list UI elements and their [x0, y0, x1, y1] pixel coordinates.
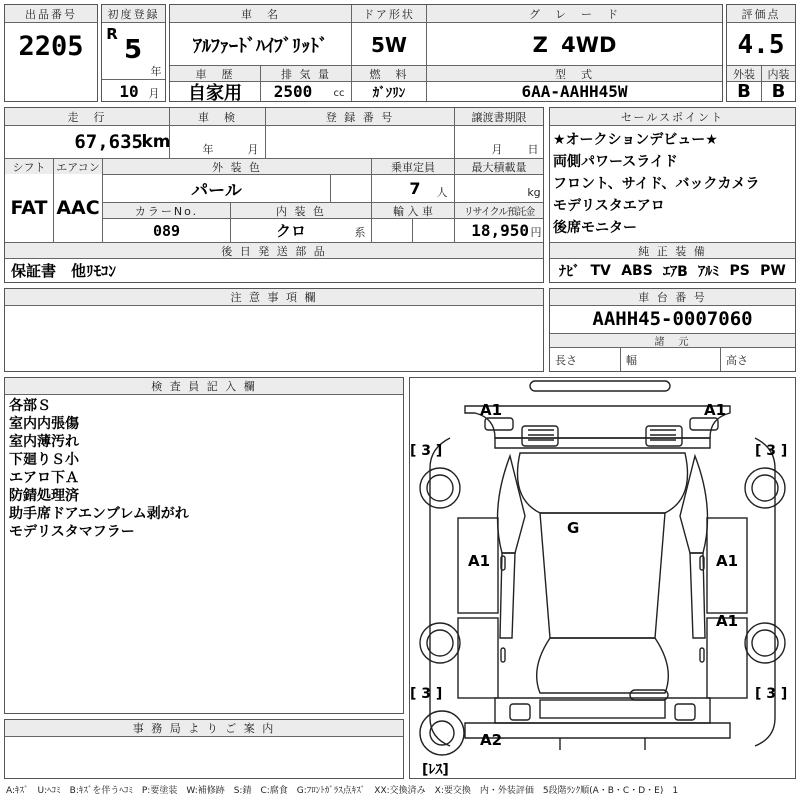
- color-label: 外 装 色: [103, 159, 371, 174]
- interior-grade-label: 内装: [762, 66, 795, 81]
- lot-box: [4, 4, 98, 102]
- equipment-item: ABS: [621, 263, 653, 279]
- inspector-line: 助手席ドアエンブレム剥がれ: [9, 506, 189, 522]
- chassis-label: 車 台 番 号: [550, 289, 795, 305]
- interior-color-value: クロ: [275, 222, 306, 240]
- equipment-item: PS: [729, 263, 750, 279]
- interior-grade: B: [771, 81, 786, 102]
- damage-mark-right-front-door: A1: [716, 552, 739, 570]
- recycle-unit: 円: [530, 226, 542, 239]
- damage-mark-front-right: A1: [704, 401, 727, 419]
- equipment-item: ﾅﾋﾞ: [559, 264, 581, 280]
- inspector-line: 防錆処理済: [9, 488, 79, 504]
- reg-era: R: [106, 25, 118, 43]
- history-label: 車 歴: [170, 66, 260, 81]
- score-value: 4.5: [737, 30, 785, 60]
- later-items-label: 後 日 発 送 部 品: [5, 243, 543, 258]
- transfer-label: 譲渡書期限: [455, 108, 543, 125]
- recycle-value: 18,950: [471, 221, 529, 240]
- car-diagram: [410, 378, 795, 778]
- selling-point: 両側パワースライド: [553, 154, 678, 170]
- transfer-day-unit: 日: [527, 142, 539, 156]
- year-unit: 年: [150, 65, 162, 78]
- shift-label: シフト: [5, 159, 53, 174]
- damage-mark-rear: A2: [480, 731, 503, 749]
- first-reg-label: 初度登録: [102, 5, 165, 22]
- reg-year: 5: [123, 35, 143, 65]
- mileage-value: 67,635: [74, 131, 143, 153]
- notes-label: 注 意 事 項 欄: [5, 289, 543, 305]
- fuel-value: ｶﾞｿﾘﾝ: [372, 86, 406, 101]
- model-label: 車 名: [170, 5, 351, 22]
- inspector-line: 各部Ｓ: [9, 398, 51, 414]
- damage-mark-roof: G: [567, 519, 580, 537]
- type-code: 6AA-AAHH45W: [521, 82, 628, 101]
- inspector-line: 室内内張傷: [9, 416, 79, 432]
- lot-number: 2205: [18, 30, 84, 62]
- ac-label: エアコン: [54, 159, 102, 174]
- equipment-list: [550, 259, 795, 283]
- selling-points-list: [553, 131, 760, 241]
- shift-value: FAT: [10, 197, 48, 219]
- selling-point: 後席モニター: [553, 220, 637, 236]
- equipment-label: 純 正 装 備: [550, 243, 795, 258]
- spec-length-label: 長さ: [555, 354, 577, 367]
- displacement-label: 排 気 量: [261, 66, 351, 81]
- model-grade-box: [169, 4, 723, 102]
- inspection-year-unit: 年: [202, 142, 214, 156]
- selling-point: フロント、サイド、バックカメラ: [553, 176, 760, 192]
- tire-tread-front-left: [ 3 ]: [410, 443, 443, 459]
- load-unit: kg: [527, 185, 541, 199]
- regno-label: 登 録 番 号: [266, 108, 454, 125]
- lot-label: 出品番号: [5, 5, 97, 22]
- spec-width-label: 幅: [626, 354, 637, 367]
- chassis-box: [549, 288, 796, 372]
- door-label: ドア形状: [352, 5, 426, 22]
- inspector-label: 検 査 員 記 入 欄: [5, 378, 403, 394]
- specs-label: 諸 元: [550, 334, 795, 347]
- selling-points-box: [549, 107, 796, 283]
- color-value: パール: [191, 180, 242, 201]
- selling-point: モデリスタエアロ: [553, 198, 665, 214]
- later-items-value: 保証書 他ﾘﾓｺﾝ: [11, 261, 117, 280]
- selling-point: ★オークションデビュー★: [553, 132, 718, 148]
- import-label: 輸 入 車: [372, 203, 454, 218]
- interior-color-label: 内 装 色: [231, 203, 371, 218]
- office-label: 事 務 局 よ り ご 案 内: [5, 720, 403, 736]
- fuel-label: 燃 料: [352, 66, 426, 81]
- first-registration-box: [101, 4, 166, 102]
- color-no-label: カラーNo.: [103, 203, 230, 218]
- exterior-grade-label: 外装: [727, 66, 761, 81]
- inspector-line: 室内薄汚れ: [9, 434, 79, 450]
- tire-tread-rear-right: [ 3 ]: [755, 686, 788, 702]
- displacement-value: 2500: [273, 82, 313, 101]
- mileage-unit: km: [141, 132, 171, 152]
- displacement-unit: cc: [333, 88, 345, 99]
- exterior-grade: B: [737, 81, 751, 102]
- equipment-item: ｴｱB: [663, 264, 688, 280]
- capacity-unit: 人: [436, 186, 448, 199]
- selling-points-label: セールスポイント: [550, 108, 795, 125]
- tire-tread-front-right: [ 3 ]: [755, 443, 788, 459]
- reg-month: 10: [119, 81, 139, 101]
- damage-mark-left-front-door: A1: [468, 552, 491, 570]
- damage-diagram-box: [409, 377, 796, 779]
- equipment-item: PW: [760, 263, 786, 279]
- color-no-value: 089: [152, 221, 181, 240]
- interior-color-unit: 系: [354, 226, 366, 239]
- inspector-box: [4, 377, 404, 714]
- transfer-month-unit: 月: [491, 142, 503, 156]
- load-label: 最大積載量: [455, 159, 543, 174]
- inspector-notes: [9, 397, 189, 541]
- recycle-label: リサイクル預託金: [455, 203, 543, 218]
- ac-value: AAC: [56, 197, 100, 219]
- legend: A:ｷｽﾞ U:ﾍｺﾐ B:ｷｽﾞを伴うﾍｺﾐ P:要塗装 W:補修跡 S:錆 C:腐食 G:ﾌﾛﾝﾄｶﾞﾗｽ点ｷｽﾞ XX:交換済み X:要交換 内・外装評価 5段階ﾗﾝｸ順(A・B・C・D・E) 1: [6, 786, 679, 796]
- history-value: 自家用: [188, 82, 242, 104]
- office-box: [4, 719, 404, 779]
- inspector-line: エアロ下Ａ: [9, 470, 79, 486]
- spare-tire-mark: [ﾚｽ]: [422, 762, 449, 778]
- inspection-month-unit: 月: [247, 142, 259, 156]
- model-name: ｱﾙﾌｧｰﾄﾞﾊｲﾌﾞﾘｯﾄﾞ: [193, 36, 328, 57]
- tire-tread-rear-left: [ 3 ]: [410, 686, 443, 702]
- vehicle-info-box: [4, 107, 544, 283]
- door-type: 5W: [371, 33, 407, 57]
- inspector-line: 下廻りＳ小: [9, 452, 79, 468]
- type-label: 型 式: [427, 66, 722, 81]
- damage-mark-right-rear-door: A1: [716, 612, 739, 630]
- equipment-item: TV: [590, 263, 611, 279]
- grade-label: グ レ ー ド: [427, 5, 722, 22]
- chassis-number: AAHH45-0007060: [592, 308, 753, 330]
- equipment-item: ｱﾙﾐ: [698, 264, 720, 280]
- inspection-label: 車 検: [170, 108, 265, 125]
- capacity-label: 乗車定員: [372, 159, 454, 174]
- inspector-line: モデリスタマフラー: [9, 524, 135, 540]
- damage-mark-front-left: A1: [480, 401, 503, 419]
- grade-value: Z 4WD: [532, 33, 617, 57]
- notes-box: [4, 288, 544, 372]
- capacity-value: 7: [409, 178, 421, 198]
- spec-height-label: 高さ: [726, 354, 748, 367]
- mileage-label: 走 行: [5, 108, 169, 125]
- month-unit: 月: [148, 87, 160, 100]
- score-box: [726, 4, 796, 102]
- score-label: 評価点: [727, 5, 795, 22]
